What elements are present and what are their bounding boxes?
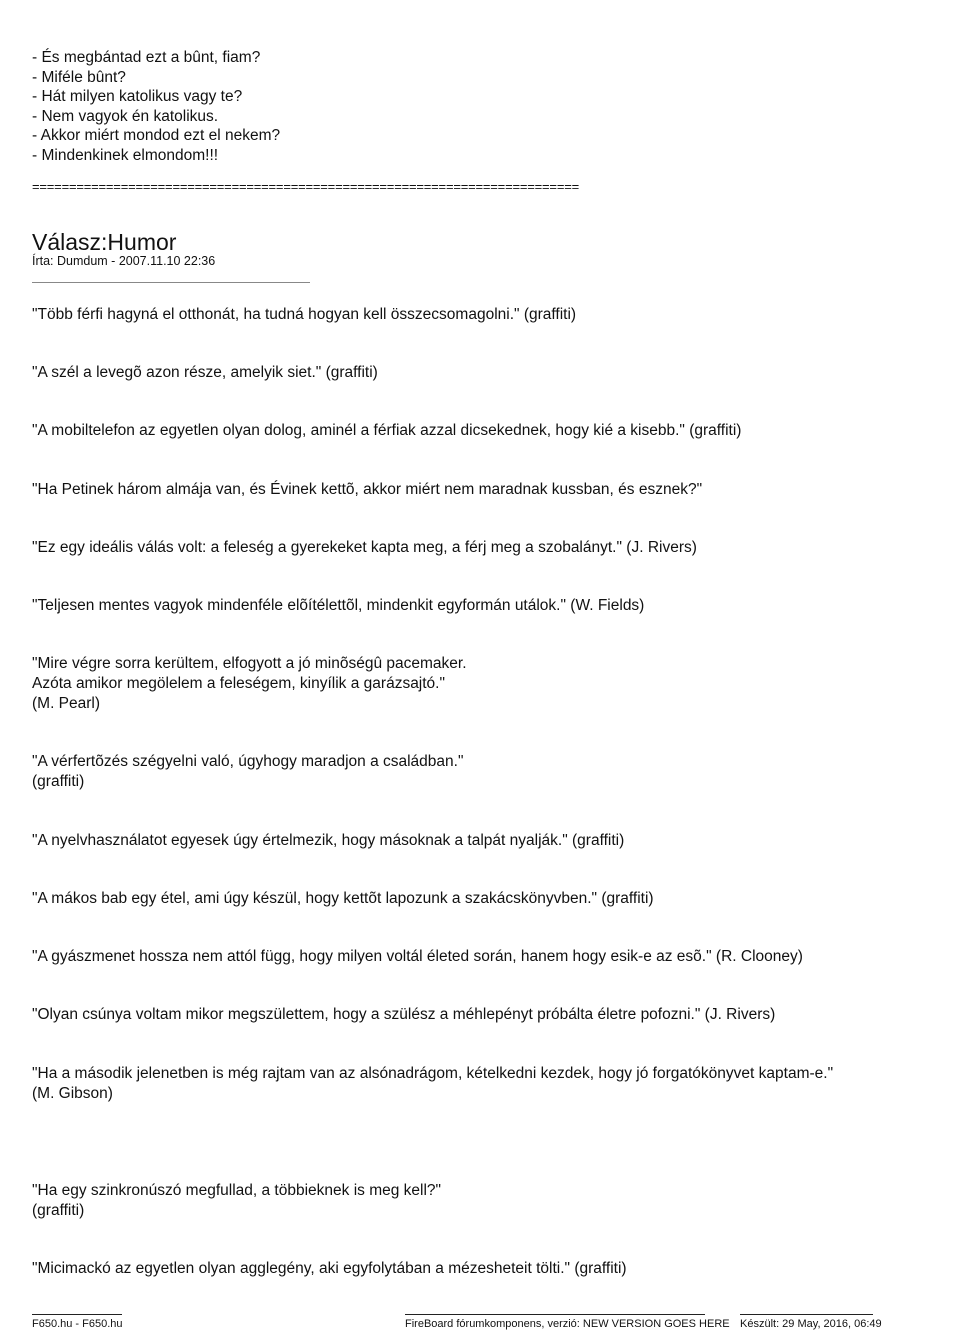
quote-line: (graffiti) <box>32 773 85 790</box>
footer-generated: Készült: 29 May, 2016, 06:49 <box>740 1318 882 1330</box>
quote-line: "Mire végre sorra kerültem, elfogyott a jó minõségû pacemaker. <box>32 655 467 672</box>
quote-line: "A szél a levegõ azon része, amelyik siet." (graffiti) <box>32 364 378 381</box>
quote <box>32 1064 833 1104</box>
post-title: Válasz:Humor <box>32 229 177 255</box>
quote-line: "Ha Petinek három almája van, és Évinek kettõ, akkor miért nem maradnak kussban, és esznek?" <box>32 481 703 498</box>
intro-line: - Mindenkinek elmondom!!! <box>32 146 219 164</box>
quote-line: "A mákos bab egy étel, ami úgy készül, hogy kettõt lapozunk a szakácskönyvben." (graffiti) <box>32 890 654 907</box>
quote <box>32 596 644 616</box>
quote <box>32 538 697 558</box>
quote <box>32 363 378 383</box>
footer-rule <box>405 1314 705 1315</box>
quote <box>32 654 467 714</box>
divider <box>32 282 310 283</box>
separator-line: ========================================================================== <box>32 179 579 194</box>
quote <box>32 1005 775 1025</box>
quote-line: "Ha a második jelenetben is még rajtam van az alsónadrágom, kételkedni kezdek, hogy jó forgatókönyvet kaptam-e." <box>32 1065 834 1082</box>
intro-line: - És megbántad ezt a bûnt, fiam? <box>32 49 261 66</box>
quote <box>32 1181 441 1221</box>
quote-line: "A gyászmenet hossza nem attól függ, hogy milyen voltál életed során, hanem hogy esik-e az esõ." (R. Clooney) <box>32 948 803 965</box>
quote-line: Azóta amikor megölelem a feleségem, kinyílik a garázsajtó." <box>32 675 445 692</box>
quote-line: (graffiti) <box>32 1202 85 1219</box>
quote <box>32 305 576 325</box>
quote-line: "Teljesen mentes vagyok mindenféle elõítélettõl, mindenkit egyformán utálok." (W. Fields) <box>32 597 645 614</box>
quote <box>32 421 741 441</box>
footer-site: F650.hu - F650.hu <box>32 1318 123 1330</box>
quote-line: (M. Pearl) <box>32 695 101 712</box>
intro-line: - Akkor miért mondod ezt el nekem? <box>32 127 281 144</box>
quote <box>32 1259 627 1279</box>
quote-line: "A vérfertõzés szégyelni való, úgyhogy maradjon a családban." <box>32 753 464 770</box>
quote <box>32 480 702 500</box>
quote <box>32 947 803 967</box>
quote-line: "Ez egy ideális válás volt: a feleség a gyerekeket kapta meg, a férj meg a szobalányt." (J. Rivers) <box>32 539 697 556</box>
quote-line: "Ha egy szinkronúszó megfullad, a többieknek is meg kell?" <box>32 1182 442 1199</box>
intro-line: - Hát milyen katolikus vagy te? <box>32 88 243 105</box>
footer-rule <box>32 1314 122 1315</box>
quote-line: "Több férfi hagyná el otthonát, ha tudná hogyan kell összecsomagolni." (graffiti) <box>32 306 577 323</box>
quote-line: "A nyelvhasználatot egyesek úgy értelmezik, hogy másoknak a talpát nyalják." (graffiti) <box>32 832 625 849</box>
post-meta: Írta: Dumdum - 2007.11.10 22:36 <box>32 254 216 268</box>
quote <box>32 889 654 909</box>
intro-line: - Nem vagyok én katolikus. <box>32 107 219 125</box>
quote-line: (M. Gibson) <box>32 1085 113 1102</box>
quote-line: "Olyan csúnya voltam mikor megszülettem, hogy a szülész a méhlepényt próbálta életre pofozni." (J. Rivers) <box>32 1006 776 1023</box>
quote <box>32 831 624 851</box>
footer-component: FireBoard fórumkomponens, verzió: NEW VERSION GOES HERE <box>405 1318 730 1330</box>
footer-rule <box>740 1314 873 1315</box>
quote <box>32 752 463 792</box>
quote-line: "A mobiltelefon az egyetlen olyan dolog, aminél a férfiak azzal dicsekednek, hogy kié a kisebb." (graffiti) <box>32 422 742 439</box>
intro-dialogue <box>32 48 280 165</box>
quote-line: "Micimackó az egyetlen olyan agglegény, aki egyfolytában a mézesheteit tölti." (graffiti) <box>32 1260 627 1277</box>
intro-line: - Miféle bûnt? <box>32 68 126 86</box>
